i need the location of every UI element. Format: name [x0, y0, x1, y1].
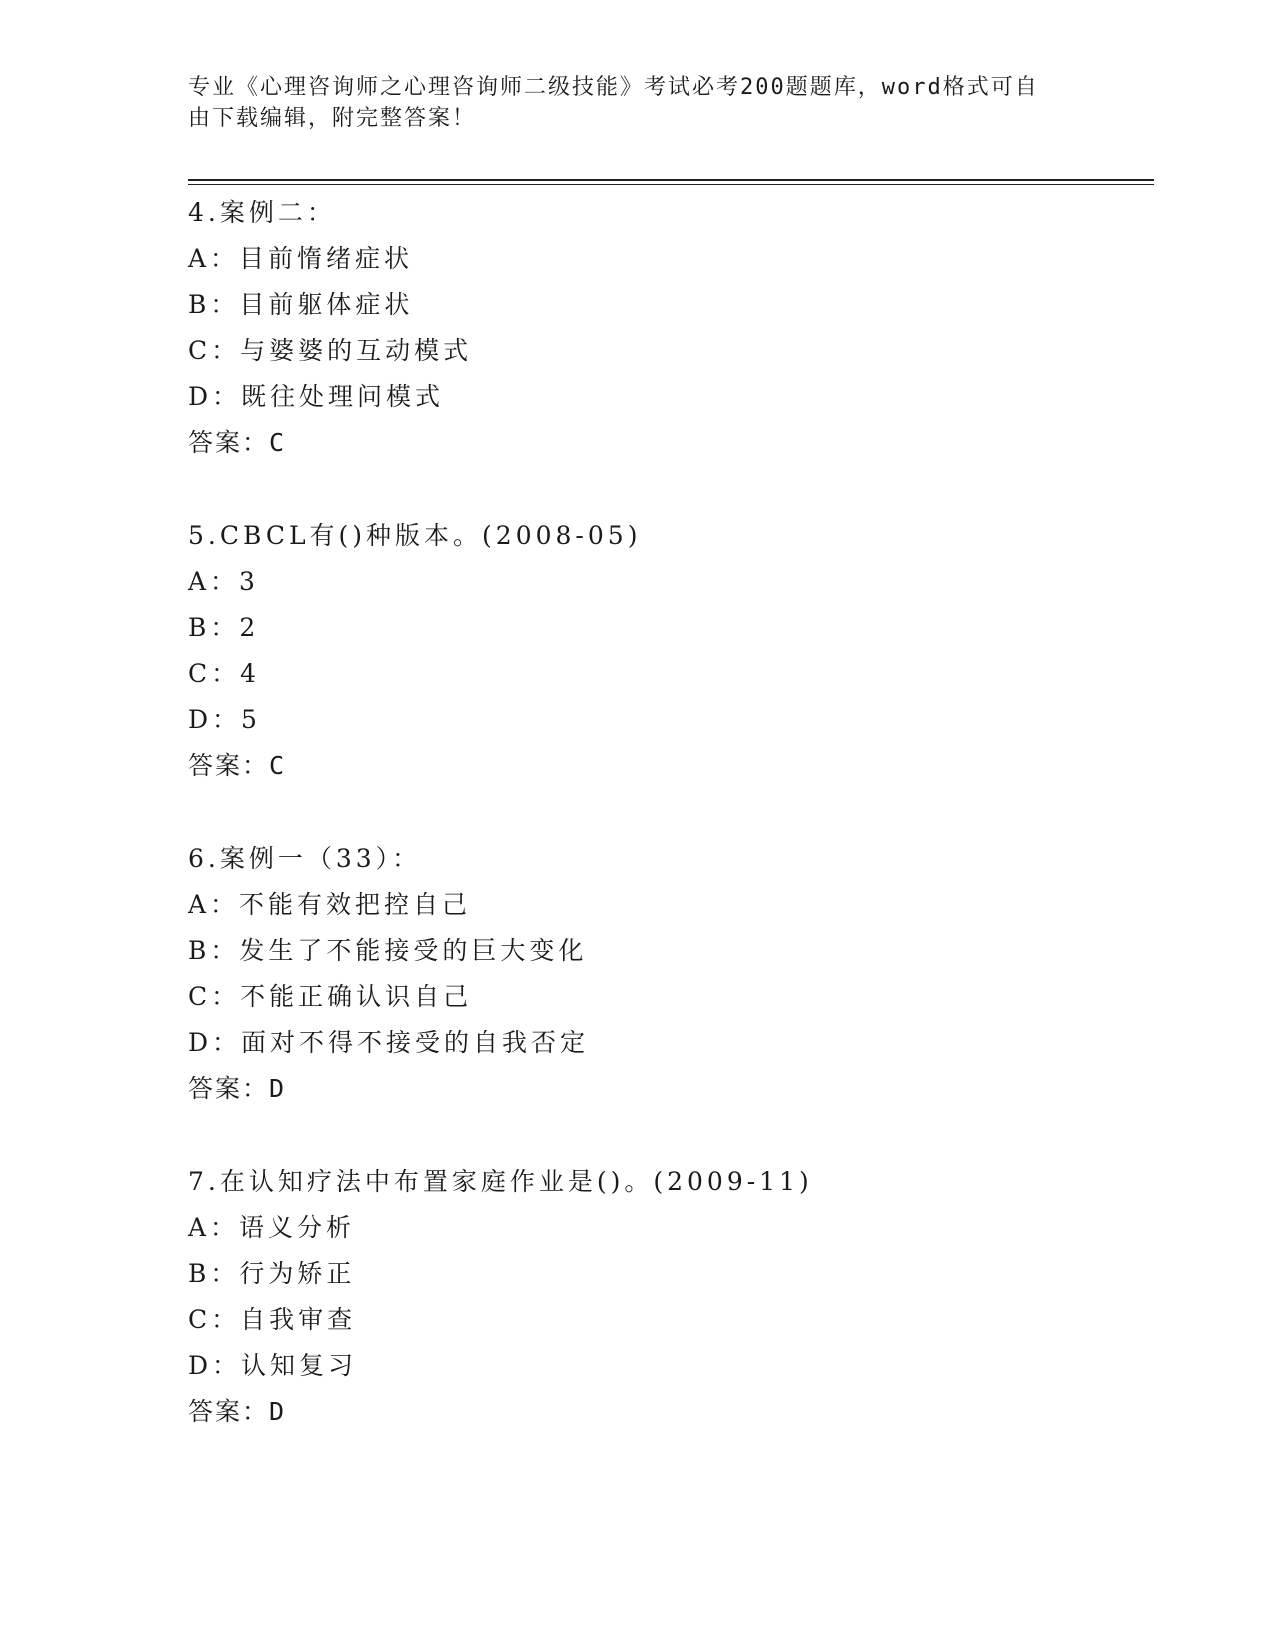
header-line-1: 专业《心理咨询师之心理咨询师二级技能》考试必考200题题库，word格式可自 — [188, 75, 1039, 100]
option-a: A：不能有效把控自己 — [188, 890, 472, 919]
answer-label: 答案： — [188, 428, 270, 457]
option-a: A：3 — [188, 567, 259, 596]
header-divider-thin — [188, 184, 1154, 185]
header-line-2: 由下载编辑，附完整答案！ — [188, 106, 477, 131]
option-d: D：既往处理问模式 — [188, 382, 445, 411]
question-5 — [188, 513, 1154, 789]
answer-label: 答案： — [188, 751, 270, 780]
answer-value: D — [269, 1074, 287, 1103]
option-a: A：语义分析 — [188, 1213, 356, 1242]
answer-label: 答案： — [188, 1397, 270, 1426]
question-stem: 5.CBCL有()种版本。(2008-05) — [188, 521, 642, 550]
answer-value: C — [269, 428, 287, 457]
answer-value: C — [269, 751, 287, 780]
option-b: B：目前躯体症状 — [188, 290, 414, 319]
question-stem: 4.案例二： — [188, 198, 336, 227]
question-list — [188, 190, 1154, 1482]
option-a: A：目前惰绪症状 — [188, 244, 414, 273]
answer-line — [188, 420, 1154, 466]
answer-line — [188, 743, 1154, 789]
answer-line — [188, 1066, 1154, 1112]
option-c: C：不能正确认识自己 — [188, 982, 473, 1011]
answer-line — [188, 1389, 1154, 1435]
question-6 — [188, 836, 1154, 1112]
option-d: D：5 — [188, 705, 261, 734]
option-c: C：4 — [188, 659, 261, 688]
option-d: D：认知复习 — [188, 1351, 358, 1380]
answer-value: D — [269, 1397, 287, 1426]
answer-label: 答案： — [188, 1074, 270, 1103]
option-b: B：发生了不能接受的巨大变化 — [188, 936, 588, 965]
option-b: B：行为矫正 — [188, 1259, 356, 1288]
question-4 — [188, 190, 1154, 466]
header-divider-thick — [188, 179, 1154, 181]
option-c: C：与婆婆的互动模式 — [188, 336, 473, 365]
question-stem: 7.在认知疗法中布置家庭作业是()。(2009-11) — [188, 1167, 813, 1196]
option-b: B：2 — [188, 613, 260, 642]
question-stem: 6.案例一（33）： — [188, 844, 422, 873]
document-header — [188, 72, 1068, 134]
question-7 — [188, 1159, 1154, 1435]
option-c: C：自我审查 — [188, 1305, 357, 1334]
option-d: D：面对不得不接受的自我否定 — [188, 1028, 590, 1057]
